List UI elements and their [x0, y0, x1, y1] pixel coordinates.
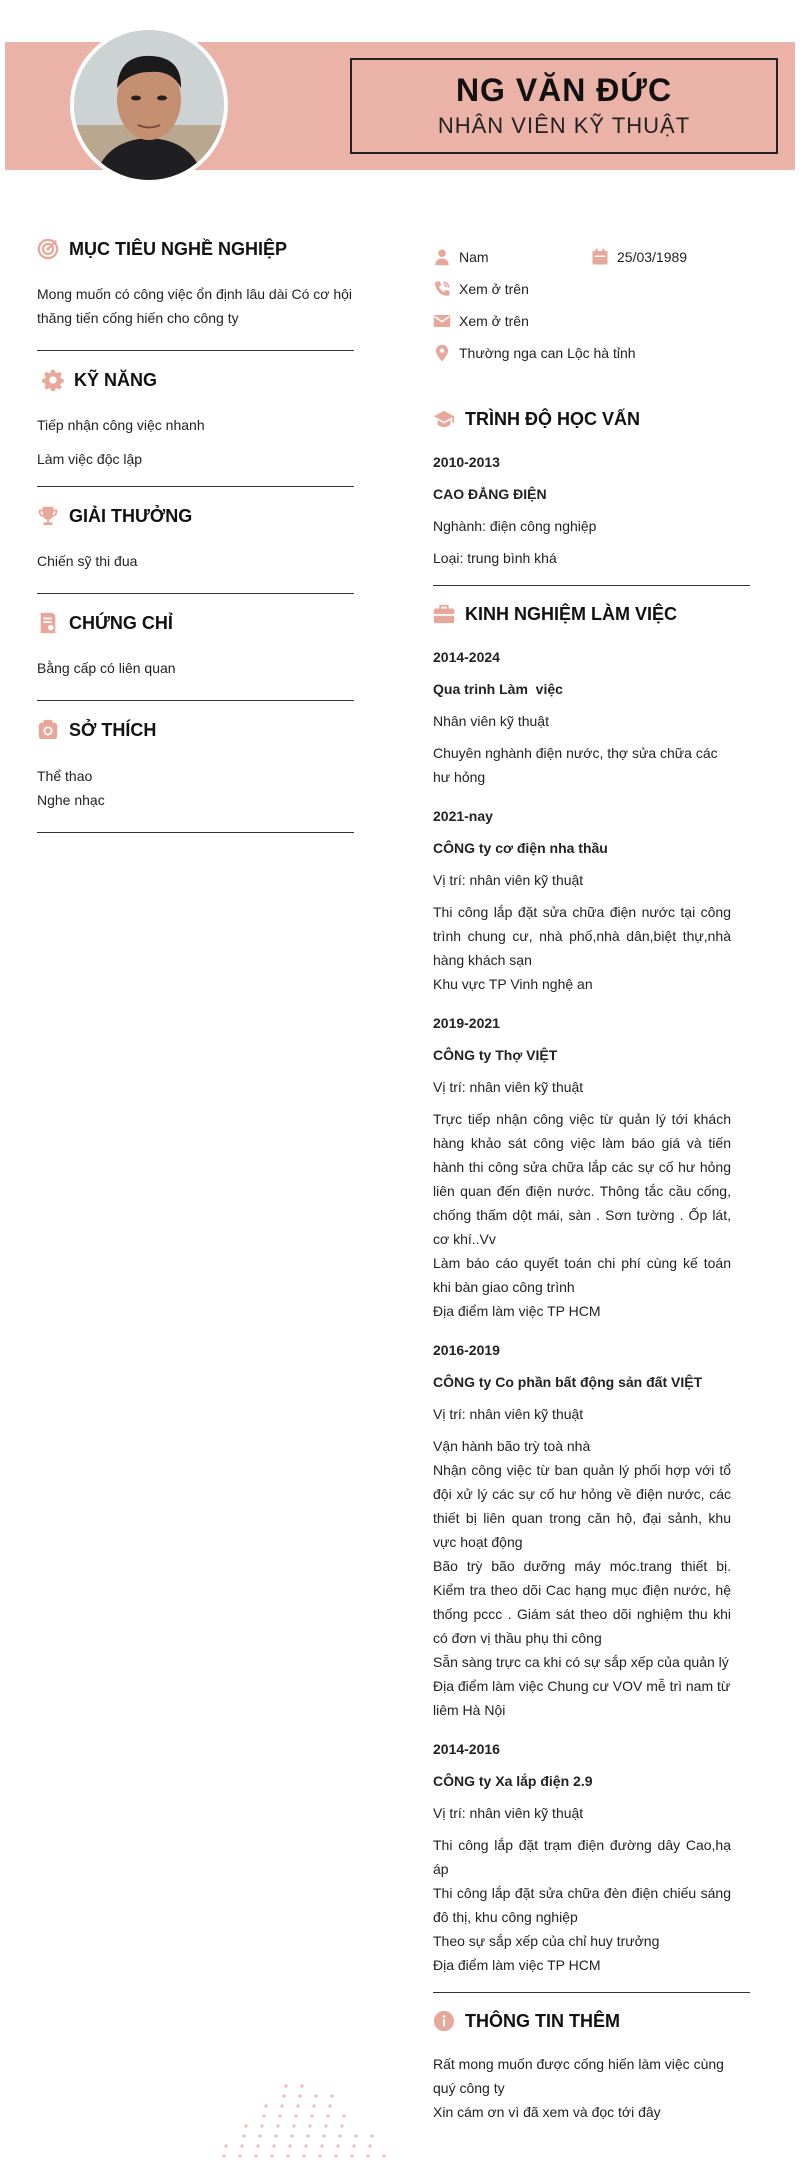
gear-icon: [42, 369, 64, 391]
job-period: 2019-2021: [433, 1015, 500, 1031]
decor-dot: [296, 2104, 299, 2107]
divider: [37, 593, 354, 594]
decor-dot: [242, 2134, 245, 2137]
job-role: Vị trí: nhân viên kỹ thuật: [433, 1406, 584, 1422]
calendar-icon: [591, 248, 609, 266]
phone-row: [433, 280, 529, 298]
decor-dot: [256, 2144, 259, 2147]
phone-value: Xem ở trên: [459, 281, 529, 297]
decor-dot: [298, 2094, 301, 2097]
address-row: [433, 344, 636, 362]
decor-dot: [354, 2134, 357, 2137]
target-icon: [37, 238, 59, 260]
job-company: Qua trinh Làm việc: [433, 681, 563, 697]
email-value: Xem ở trên: [459, 313, 529, 329]
decor-dot: [286, 2154, 289, 2157]
job-company: CÔNG ty Co phần bất động sản đất VIỆT: [433, 1374, 703, 1390]
email-row: [433, 312, 529, 330]
objective-heading: [37, 236, 287, 262]
job-desc: Thi công lắp đặt sửa chữa điện nước tại công trình chung cư, nhà phố,nhà dân,biệt thự,nhà hàng khách sạn: [433, 904, 731, 968]
decor-dot: [314, 2094, 317, 2097]
hobby-item: Thể thao: [37, 768, 93, 784]
decor-dot: [272, 2144, 275, 2147]
job-desc: Chuyên nghành điện nước, thợ sửa chữa các hư hỏng: [433, 745, 718, 785]
job-desc: Địa điểm làm việc TP HCM: [433, 1303, 601, 1319]
job-role: Vị trí: nhân viên kỹ thuật: [433, 872, 584, 888]
extra-heading-text: THÔNG TIN THÊM: [465, 2010, 620, 2031]
certificates-heading-text: CHỨNG CHỈ: [69, 612, 173, 633]
job-desc: Thi công lắp đặt trạm điện đường dây Cao,hạ áp: [433, 1837, 731, 1877]
decor-dot: [224, 2144, 227, 2147]
decor-dot: [288, 2144, 291, 2147]
certificate-item: Bằng cấp có liên quan: [37, 660, 176, 676]
briefcase-icon: [433, 603, 455, 625]
address-value: Thường nga can Lộc hà tỉnh: [459, 345, 636, 361]
name-box: [350, 58, 778, 154]
awards-heading: [37, 503, 192, 529]
certificates-heading: [37, 610, 173, 636]
decor-dot: [278, 2114, 281, 2117]
decor-dot: [336, 2144, 339, 2147]
decor-dot: [366, 2154, 369, 2157]
camera-icon: [37, 719, 59, 741]
decor-dot: [352, 2144, 355, 2147]
trophy-icon: [37, 505, 59, 527]
job-desc: Sẵn sàng trực ca khi có sự sắp xếp của quản lý: [433, 1654, 729, 1670]
decor-dot: [280, 2104, 283, 2107]
phone-icon: [433, 280, 451, 298]
decor-dot: [334, 2154, 337, 2157]
education-school: CAO ĐẲNG ĐIỆN: [433, 486, 547, 502]
candidate-name: NG VĂN ĐỨC: [455, 72, 673, 108]
decor-dot: [290, 2134, 293, 2137]
envelope-icon: [433, 312, 451, 330]
job-desc: Vận hành bão trỳ toà nhà: [433, 1438, 591, 1454]
decor-dot: [284, 2084, 287, 2087]
decor-dot: [318, 2154, 321, 2157]
extra-line: Xin cám ơn vì đã xem và đọc tới đây: [433, 2104, 661, 2120]
divider: [433, 585, 750, 586]
job-period: 2021-nay: [433, 808, 493, 824]
decor-dot: [274, 2134, 277, 2137]
job-desc: Địa điểm làm việc Chung cư VOV mễ trì nam từ liêm Hà Nội: [433, 1678, 731, 1718]
hobbies-heading: [37, 717, 156, 743]
info-icon: [433, 2010, 455, 2032]
decor-dot: [326, 2114, 329, 2117]
decor-dot: [240, 2144, 243, 2147]
award-item: Chiến sỹ thi đua: [37, 553, 138, 569]
decor-dot: [258, 2134, 261, 2137]
decor-dot: [306, 2134, 309, 2137]
decor-dot: [276, 2124, 279, 2127]
decor-dot: [302, 2154, 305, 2157]
decor-dot: [244, 2124, 247, 2127]
divider: [433, 1992, 750, 1993]
person-icon: [433, 248, 451, 266]
job-desc: Thi công lắp đặt sửa chữa đèn điện chiếu sáng đô thị, khu công nghiệp: [433, 1885, 731, 1925]
avatar: [70, 26, 228, 184]
decor-dot: [312, 2104, 315, 2107]
job-desc: Theo sự sắp xếp của chỉ huy trưởng: [433, 1933, 660, 1949]
decor-dot: [254, 2154, 257, 2157]
gender-value: Nam: [459, 249, 489, 265]
location-pin-icon: [433, 344, 451, 362]
education-grade: Loại: trung bình khá: [433, 550, 557, 566]
decor-dot: [328, 2104, 331, 2107]
graduation-cap-icon: [433, 408, 455, 430]
job-desc: Khu vực TP Vinh nghệ an: [433, 976, 593, 992]
decor-dot: [262, 2114, 265, 2117]
job-role: Vị trí: nhân viên kỹ thuật: [433, 1805, 584, 1821]
decor-dot: [350, 2154, 353, 2157]
decor-dot: [342, 2114, 345, 2117]
decor-dot: [238, 2154, 241, 2157]
education-heading-text: TRÌNH ĐỘ HỌC VẤN: [465, 408, 640, 429]
skills-heading: [42, 367, 157, 393]
job-desc: Làm báo cáo quyết toán chi phí cùng kế toán khi bàn giao công trình: [433, 1255, 731, 1295]
awards-heading-text: GIẢI THƯỞNG: [69, 505, 193, 526]
job-period: 2014-2016: [433, 1741, 500, 1757]
divider: [37, 486, 354, 487]
decor-dot: [310, 2114, 313, 2117]
decor-dot: [330, 2094, 333, 2097]
job-period: 2016-2019: [433, 1342, 500, 1358]
decor-dot: [222, 2154, 225, 2157]
gender-row: [433, 248, 489, 266]
education-period: 2010-2013: [433, 454, 500, 470]
decor-dot: [340, 2124, 343, 2127]
education-heading: [433, 406, 640, 432]
birthdate-value: 25/03/1989: [617, 249, 688, 265]
decor-dot: [368, 2144, 371, 2147]
decor-dot: [294, 2114, 297, 2117]
decor-dot: [370, 2134, 373, 2137]
hobbies-heading-text: SỞ THÍCH: [69, 719, 157, 740]
extra-line: Rất mong muốn được cống hiến làm việc cùng quý công ty: [433, 2056, 724, 2096]
job-role: Nhân viên kỹ thuật: [433, 713, 549, 729]
skill-item: Tiếp nhận công việc nhanh: [37, 417, 205, 433]
candidate-position: NHÂN VIÊN KỸ THUẬT: [437, 113, 691, 138]
job-desc: Trực tiếp nhận công việc từ quản lý tới khách hàng khảo sát công việc làm báo giá và tiến hành thi công sửa chữa lắp các sự cố hư hỏng liên quan đến điện nước. Thông tắc cầu cống, chống thấm dột mái, sàn . Sơn tường . Ốp lát, cơ khí..Vv: [433, 1111, 731, 1247]
job-role: Vị trí: nhân viên kỹ thuật: [433, 1079, 584, 1095]
decor-dot: [300, 2084, 303, 2087]
job-desc: Bão trỳ bão dưỡng máy móc.trang thiết bị. Kiểm tra theo dõi Cac hạng mục điện nước, hệ thống pccc . Giám sát theo dõi nghiệm thu khi có đơn vị thầu phụ thi công: [433, 1558, 731, 1646]
decor-dot: [270, 2154, 273, 2157]
decor-dot: [338, 2134, 341, 2137]
decor-dot: [292, 2124, 295, 2127]
decor-dot: [324, 2124, 327, 2127]
experience-heading: [433, 601, 677, 627]
job-company: CÔNG ty Xa lắp điện 2.9: [433, 1773, 593, 1789]
decor-dot: [260, 2124, 263, 2127]
job-company: CÔNG ty cơ điện nha thầu: [433, 840, 608, 856]
divider: [37, 700, 354, 701]
decor-dot: [322, 2134, 325, 2137]
extra-heading: [433, 2008, 620, 2034]
job-desc: Nhận công việc từ ban quản lý phối hợp với tổ đội xử lý các sự cố hư hỏng về điện nước, các thiết bị liên quan trong căn hộ, đại sảnh, khu vực hoạt động: [433, 1462, 731, 1550]
objective-heading-text: MỤC TIÊU NGHỀ NGHIỆP: [69, 238, 288, 259]
divider: [37, 832, 354, 833]
birthdate-row: [591, 248, 687, 266]
decor-dot: [282, 2094, 285, 2097]
skills-heading-text: KỸ NĂNG: [74, 369, 158, 390]
decor-dot: [320, 2144, 323, 2147]
divider: [37, 350, 354, 351]
job-period: 2014-2024: [433, 649, 500, 665]
decor-dot: [304, 2144, 307, 2147]
education-major: Nghành: điện công nghiệp: [433, 518, 597, 534]
experience-heading-text: KINH NGHIỆM LÀM VIỆC: [465, 603, 678, 624]
decor-dot: [308, 2124, 311, 2127]
objective-text: Mong muốn có công việc ổn định lâu dài Có cơ hội thăng tiến cống hiến cho công ty: [37, 286, 353, 326]
job-desc: Địa điểm làm việc TP HCM: [433, 1957, 601, 1973]
job-company: CÔNG ty Thợ VIỆT: [433, 1047, 558, 1063]
decorative-dots: [210, 2082, 390, 2163]
certificate-icon: [37, 612, 59, 634]
skill-item: Làm việc độc lập: [37, 451, 143, 467]
decor-dot: [382, 2154, 385, 2157]
decor-dot: [264, 2104, 267, 2107]
hobby-item: Nghe nhạc: [37, 792, 105, 808]
